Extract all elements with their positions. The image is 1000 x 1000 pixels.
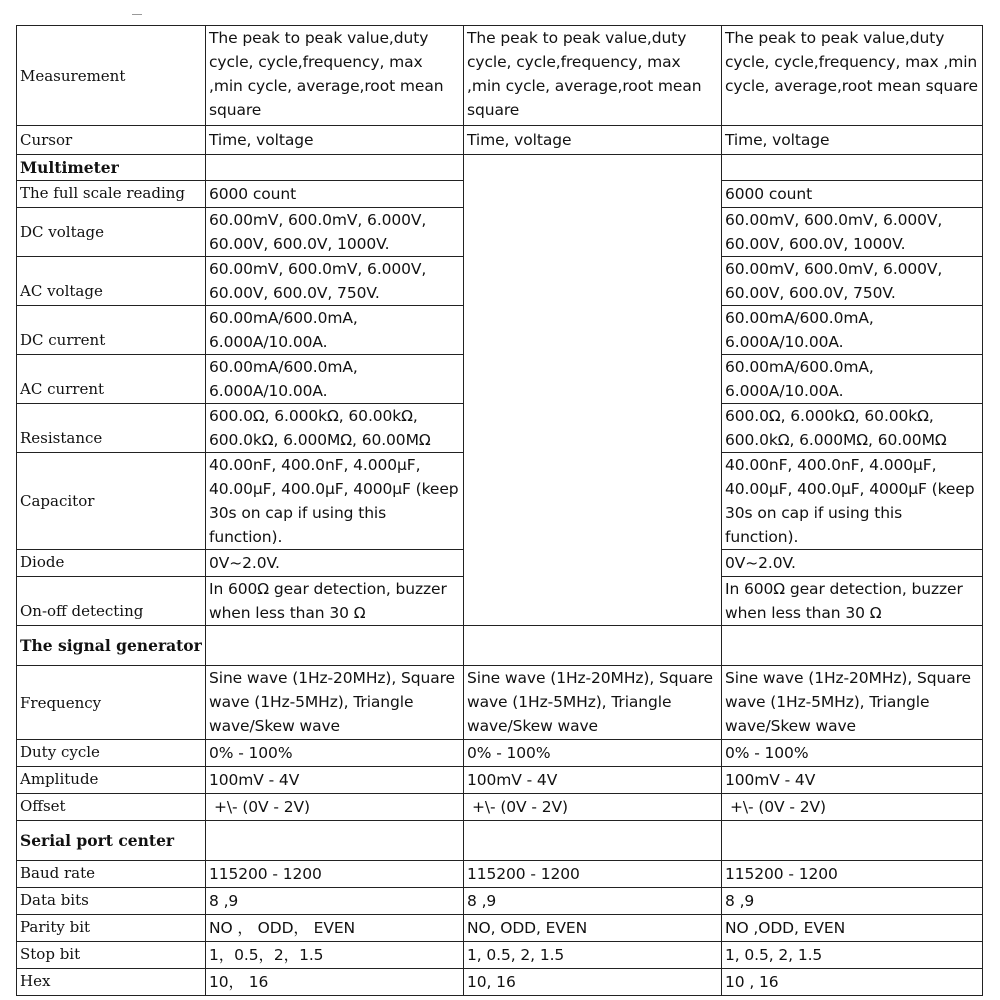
- empty-cell: [206, 626, 464, 666]
- cell-value: 60.00mA/600.0mA, 6.000A/10.00A.: [206, 306, 464, 355]
- row-offset: [17, 794, 983, 821]
- empty-cell: [206, 155, 464, 181]
- row-label: The full scale reading: [17, 181, 206, 208]
- row-baud-rate: [17, 861, 983, 888]
- section-multimeter: [17, 155, 983, 181]
- row-frequency: [17, 666, 983, 740]
- cell-value: Time, voltage: [206, 126, 464, 155]
- cell-value: 0% - 100%: [206, 740, 464, 767]
- empty-cell: [206, 821, 464, 861]
- cell-value: 115200 - 1200: [722, 861, 983, 888]
- cell-value: 0V~2.0V.: [722, 550, 983, 577]
- cell-value: 10, 16: [464, 969, 722, 996]
- cell-value: 10， 16: [206, 969, 464, 996]
- row-duty-cycle: [17, 740, 983, 767]
- row-label: Diode: [17, 550, 206, 577]
- empty-cell: [464, 821, 722, 861]
- section-title: Multimeter: [17, 155, 206, 181]
- row-label: Cursor: [17, 126, 206, 155]
- cell-value: 8 ,9: [464, 888, 722, 915]
- row-label: Amplitude: [17, 767, 206, 794]
- cell-value: NO ， ODD， EVEN: [206, 915, 464, 942]
- cell-value: 115200 - 1200: [206, 861, 464, 888]
- cell-value: 8 ,9: [206, 888, 464, 915]
- cell-value: +\- (0V - 2V): [722, 794, 983, 821]
- cell-value: 60.00mV, 600.0mV, 6.000V, 60.00V, 600.0V, 1000V.: [206, 208, 464, 257]
- cell-value: 100mV - 4V: [206, 767, 464, 794]
- cell-value: +\- (0V - 2V): [206, 794, 464, 821]
- cell-value: Sine wave (1Hz-20MHz), Square wave (1Hz-5MHz), Triangle wave/Skew wave: [206, 666, 464, 740]
- empty-cell: [722, 821, 983, 861]
- row-label: Resistance: [17, 404, 206, 453]
- cell-value: 60.00mV, 600.0mV, 6.000V, 60.00V, 600.0V, 1000V.: [722, 208, 983, 257]
- cell-value: 40.00nF, 400.0nF, 4.000μF, 40.00μF, 400.0μF, 4000μF (keep 30s on cap if using this function).: [722, 453, 983, 550]
- cell-value: 1, 0.5, 2, 1.5: [464, 942, 722, 969]
- empty-cell: [722, 626, 983, 666]
- cell-value: Time, voltage: [464, 126, 722, 155]
- section-serial-port: [17, 821, 983, 861]
- cell-value: Sine wave (1Hz-20MHz), Square wave (1Hz-5MHz), Triangle wave/Skew wave: [464, 666, 722, 740]
- row-label: On-off detecting: [17, 577, 206, 626]
- row-parity-bit: [17, 915, 983, 942]
- section-signal-generator: [17, 626, 983, 666]
- cell-value: +\- (0V - 2V): [464, 794, 722, 821]
- cell-value: NO ,ODD, EVEN: [722, 915, 983, 942]
- section-title: Serial port center: [17, 821, 206, 861]
- row-label: DC current: [17, 306, 206, 355]
- row-label: Measurement: [17, 26, 206, 126]
- row-label: Baud rate: [17, 861, 206, 888]
- cell-value: 60.00mA/600.0mA, 6.000A/10.00A.: [722, 355, 983, 404]
- cell-value: 60.00mV, 600.0mV, 6.000V, 60.00V, 600.0V, 750V.: [206, 257, 464, 306]
- cell-value: 60.00mA/600.0mA, 6.000A/10.00A.: [206, 355, 464, 404]
- empty-cell: [722, 155, 983, 181]
- cell-value: In 600Ω gear detection, buzzer when less than 30 Ω: [722, 577, 983, 626]
- row-label: Hex: [17, 969, 206, 996]
- cell-value: 1, 0.5, 2, 1.5: [722, 942, 983, 969]
- cell-value: Time, voltage: [722, 126, 983, 155]
- cell-value: 115200 - 1200: [464, 861, 722, 888]
- row-hex: [17, 969, 983, 996]
- row-label: Data bits: [17, 888, 206, 915]
- cell-value: The peak to peak value,duty cycle, cycle,frequency, max ,min cycle, average,root mean square: [206, 26, 464, 126]
- row-stop-bit: [17, 942, 983, 969]
- cell-value: 100mV - 4V: [722, 767, 983, 794]
- cell-value: 600.0Ω, 6.000kΩ, 60.00kΩ, 600.0kΩ, 6.000MΩ, 60.00MΩ: [722, 404, 983, 453]
- row-data-bits: [17, 888, 983, 915]
- empty-cell: [464, 155, 722, 626]
- cell-value: 100mV - 4V: [464, 767, 722, 794]
- cell-value: 60.00mV, 600.0mV, 6.000V, 60.00V, 600.0V, 750V.: [722, 257, 983, 306]
- row-measurement: [17, 26, 983, 126]
- cell-value: 1，0.5，2，1.5: [206, 942, 464, 969]
- cell-value: Sine wave (1Hz-20MHz), Square wave (1Hz-5MHz), Triangle wave/Skew wave: [722, 666, 983, 740]
- cell-value: 10 , 16: [722, 969, 983, 996]
- section-title: The signal generator: [17, 626, 206, 666]
- cell-value: 0% - 100%: [722, 740, 983, 767]
- empty-cell: [464, 626, 722, 666]
- cell-value: 0V~2.0V.: [206, 550, 464, 577]
- cell-value: 6000 count: [722, 181, 983, 208]
- cell-value: The peak to peak value,duty cycle, cycle,frequency, max ,min cycle, average,root mean square: [464, 26, 722, 126]
- cell-value: 6000 count: [206, 181, 464, 208]
- row-label: AC current: [17, 355, 206, 404]
- cell-value: 0% - 100%: [464, 740, 722, 767]
- cell-value: NO, ODD, EVEN: [464, 915, 722, 942]
- cell-value: The peak to peak value,duty cycle, cycle,frequency, max ,min cycle, average,root mean square: [722, 26, 983, 126]
- cell-value: 40.00nF, 400.0nF, 4.000μF, 40.00μF, 400.0μF, 4000μF (keep 30s on cap if using this function).: [206, 453, 464, 550]
- scan-mark: [132, 14, 142, 15]
- row-amplitude: [17, 767, 983, 794]
- row-label: AC voltage: [17, 257, 206, 306]
- row-label: Stop bit: [17, 942, 206, 969]
- row-label: Offset: [17, 794, 206, 821]
- cell-value: 600.0Ω, 6.000kΩ, 60.00kΩ, 600.0kΩ, 6.000MΩ, 60.00MΩ: [206, 404, 464, 453]
- cell-value: 60.00mA/600.0mA, 6.000A/10.00A.: [722, 306, 983, 355]
- cell-value: In 600Ω gear detection, buzzer when less than 30 Ω: [206, 577, 464, 626]
- cell-value: 8 ,9: [722, 888, 983, 915]
- row-cursor: [17, 126, 983, 155]
- row-label: Duty cycle: [17, 740, 206, 767]
- row-label: DC voltage: [17, 208, 206, 257]
- row-label: Parity bit: [17, 915, 206, 942]
- row-label: Frequency: [17, 666, 206, 740]
- spec-table: [16, 25, 983, 996]
- row-label: Capacitor: [17, 453, 206, 550]
